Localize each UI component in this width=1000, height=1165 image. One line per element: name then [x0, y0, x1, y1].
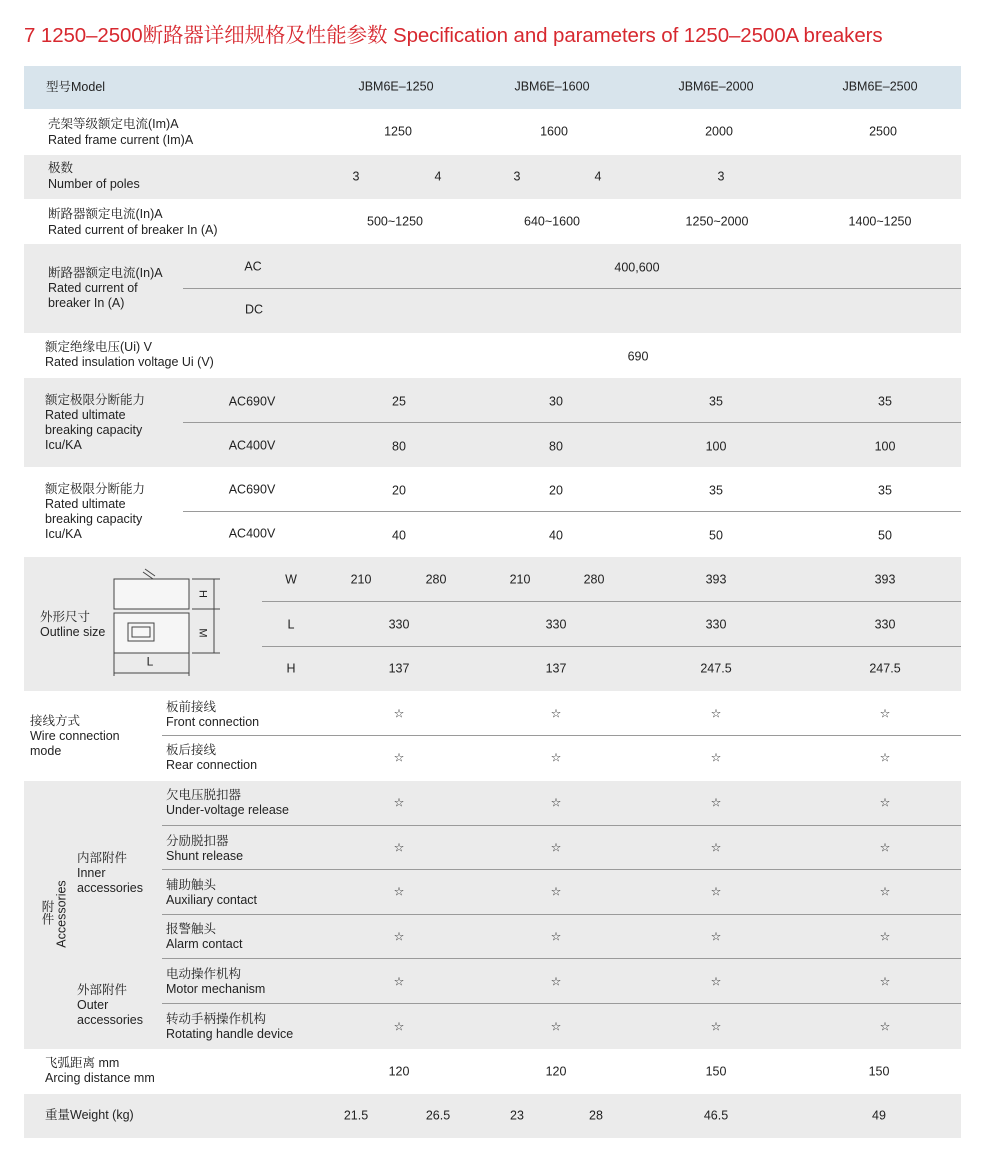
inner-accessories-en-2: accessories — [77, 881, 143, 895]
outline-h-value: 137 — [545, 661, 567, 676]
frame-current-value: 2000 — [705, 124, 733, 139]
accessory-divider-3 — [162, 914, 961, 915]
capacity-1-ac400-label: AC400V — [228, 438, 276, 453]
model-2500: JBM6E–2500 — [842, 79, 918, 94]
outline-w-value: 210 — [509, 572, 531, 587]
accessories-band — [24, 781, 961, 1049]
accessory-star: ☆ — [550, 840, 562, 855]
capacity-2-ac690-value: 20 — [392, 483, 406, 498]
front-connection-star: ☆ — [879, 706, 891, 721]
outline-w-value: 210 — [350, 572, 372, 587]
accessory-star: ☆ — [710, 795, 722, 810]
capacity-2-ac690-value: 20 — [549, 483, 563, 498]
outer-accessories-en-2: accessories — [77, 1013, 143, 1027]
poles-value: 3 — [717, 169, 725, 184]
ac-value: 400,600 — [614, 260, 660, 275]
model-label: 型号Model — [46, 80, 106, 94]
capacity-2-ac690-value: 35 — [878, 483, 892, 498]
outline-h-value: 247.5 — [700, 661, 732, 676]
auxiliary-contact-en: Auxiliary contact — [166, 893, 258, 907]
rear-connection-star: ☆ — [879, 750, 891, 765]
poles-value: 3 — [352, 169, 360, 184]
capacity-2-label-cn: 额定极限分断能力 — [45, 482, 146, 496]
capacity-2-ac690-value: 35 — [709, 483, 723, 498]
outline-l-value: 330 — [874, 617, 896, 632]
header-band — [24, 66, 961, 109]
acdc-label-en-2: breaker In (A) — [48, 296, 125, 310]
diagram-h-label: H — [196, 590, 209, 598]
accessory-star: ☆ — [879, 840, 891, 855]
capacity-2-divider — [183, 511, 961, 512]
capacity-1-ac690-label: AC690V — [228, 394, 276, 409]
capacity-1-ac400-value: 100 — [705, 439, 727, 454]
arcing-value: 150 — [705, 1064, 727, 1079]
motor-mechanism-cn: 电动操作机构 — [166, 967, 242, 981]
poles-label-en: Number of poles — [48, 177, 140, 191]
rated-current-value: 640~1600 — [524, 214, 580, 229]
poles-band — [24, 155, 961, 199]
accessory-star: ☆ — [879, 795, 891, 810]
rated-current-value: 1400~1250 — [848, 214, 912, 229]
capacity-1-ac690-value: 25 — [392, 394, 406, 409]
accessory-star: ☆ — [550, 884, 562, 899]
motor-mechanism-en: Motor mechanism — [166, 982, 266, 996]
outline-l-value: 330 — [545, 617, 567, 632]
outline-w-value: 280 — [425, 572, 447, 587]
ac-label: AC — [244, 259, 262, 274]
arcing-label-en: Arcing distance mm — [45, 1071, 155, 1085]
inner-accessories-cn: 内部附件 — [77, 851, 128, 865]
front-connection-en: Front connection — [166, 715, 260, 729]
frame-current-label-en: Rated frame current (Im)A — [48, 133, 194, 147]
frame-current-value: 2500 — [869, 124, 897, 139]
arcing-label-cn: 飞弧距离 mm — [45, 1056, 120, 1070]
page-title: 7 1250–2500断路器详细规格及性能参数 Specification and parameters of 1250–2500A breakers — [24, 24, 883, 47]
acdc-divider — [183, 288, 961, 289]
capacity-1-ac690-value: 30 — [549, 394, 563, 409]
insulation-label-en: Rated insulation voltage Ui (V) — [45, 355, 214, 369]
rear-connection-cn: 板后接线 — [166, 743, 217, 757]
model-1250: JBM6E–1250 — [358, 79, 434, 94]
outline-w-value: 280 — [583, 572, 605, 587]
accessory-star: ☆ — [879, 884, 891, 899]
accessory-divider-2 — [162, 869, 961, 870]
insulation-value: 690 — [627, 349, 649, 364]
accessory-star: ☆ — [879, 929, 891, 944]
outline-h-value: 137 — [388, 661, 410, 676]
weight-value: 21.5 — [343, 1108, 369, 1123]
rotating-handle-cn: 转动手柄操作机构 — [166, 1012, 267, 1026]
capacity-1-label-en-2: breaking capacity — [45, 423, 143, 437]
diagram-l-label: L — [146, 654, 154, 669]
weight-value: 26.5 — [425, 1108, 451, 1123]
capacity-1-divider — [183, 422, 961, 423]
capacity-2-ac690-label: AC690V — [228, 482, 276, 497]
outline-l-value: 330 — [388, 617, 410, 632]
outline-label-en: Outline size — [40, 625, 106, 639]
weight-value: 46.5 — [703, 1108, 729, 1123]
accessory-divider-4 — [162, 958, 961, 959]
accessory-star: ☆ — [710, 929, 722, 944]
arcing-value: 120 — [545, 1064, 567, 1079]
capacity-1-label-cn: 额定极限分断能力 — [45, 393, 146, 407]
rotating-handle-en: Rotating handle device — [166, 1027, 294, 1041]
wiring-label-en-1: Wire connection — [30, 729, 120, 743]
shunt-release-en: Shunt release — [166, 849, 244, 863]
capacity-2-ac400-value: 40 — [549, 528, 563, 543]
arcing-value: 120 — [388, 1064, 410, 1079]
accessory-star: ☆ — [550, 1019, 562, 1034]
outline-divider-2 — [262, 646, 961, 647]
accessories-label-cn — [40, 900, 54, 928]
poles-value: 3 — [513, 169, 521, 184]
capacity-1-ac690-value: 35 — [709, 394, 723, 409]
undervoltage-release-en: Under-voltage release — [166, 803, 289, 817]
weight-value: 49 — [872, 1108, 886, 1123]
accessory-star: ☆ — [710, 884, 722, 899]
accessory-star: ☆ — [879, 974, 891, 989]
poles-label-cn: 极数 — [48, 161, 74, 175]
outer-accessories-en-1: Outer — [77, 998, 109, 1012]
rear-connection-en: Rear connection — [166, 758, 258, 772]
capacity-1-ac690-value: 35 — [878, 394, 892, 409]
capacity-2-ac400-value: 40 — [392, 528, 406, 543]
outline-divider-1 — [262, 601, 961, 602]
outline-diagram — [108, 566, 228, 682]
capacity-2-label-unit: Icu/KA — [45, 527, 82, 541]
shunt-release-cn: 分励脱扣器 — [166, 834, 229, 848]
accessory-star: ☆ — [550, 974, 562, 989]
accessories-label-en: Accessories — [54, 880, 69, 948]
outline-w-label: W — [285, 572, 297, 587]
outline-l-label: L — [287, 617, 295, 632]
poles-value: 4 — [594, 169, 602, 184]
frame-current-value: 1600 — [540, 124, 568, 139]
capacity-2-ac400-value: 50 — [709, 528, 723, 543]
rated-current-label-cn: 断路器额定电流(In)A — [48, 207, 163, 221]
outline-w-value: 393 — [874, 572, 896, 587]
arcing-value: 150 — [868, 1064, 890, 1079]
accessory-star: ☆ — [393, 974, 405, 989]
capacity-2-ac400-value: 50 — [878, 528, 892, 543]
dc-label: DC — [244, 302, 264, 317]
front-connection-star: ☆ — [550, 706, 562, 721]
capacity-2-label-en-2: breaking capacity — [45, 512, 143, 526]
accessory-star: ☆ — [393, 929, 405, 944]
model-1600: JBM6E–1600 — [514, 79, 590, 94]
accessories-label-cn-text: 附件 — [40, 900, 54, 925]
alarm-contact-cn: 报警触头 — [166, 922, 217, 936]
capacity-1-ac400-value: 80 — [549, 439, 563, 454]
poles-value: 4 — [434, 169, 442, 184]
accessory-star: ☆ — [710, 840, 722, 855]
weight-label: 重量Weight (kg) — [45, 1108, 134, 1122]
rated-current-value: 500~1250 — [367, 214, 423, 229]
outline-label-cn: 外形尺寸 — [40, 610, 91, 624]
accessory-star: ☆ — [550, 795, 562, 810]
accessory-star: ☆ — [710, 1019, 722, 1034]
outer-accessories-cn: 外部附件 — [77, 983, 128, 997]
rear-connection-star: ☆ — [550, 750, 562, 765]
wiring-label-en-2: mode — [30, 744, 62, 758]
rated-current-label-en: Rated current of breaker In (A) — [48, 223, 218, 237]
wiring-divider — [162, 735, 961, 736]
frame-current-value: 1250 — [384, 124, 412, 139]
outline-h-value: 247.5 — [869, 661, 901, 676]
front-connection-star: ☆ — [710, 706, 722, 721]
rated-current-value: 1250~2000 — [685, 214, 749, 229]
front-connection-cn: 板前接线 — [166, 700, 217, 714]
accessory-star: ☆ — [879, 1019, 891, 1034]
outline-w-value: 393 — [705, 572, 727, 587]
accessory-star: ☆ — [393, 840, 405, 855]
accessory-star: ☆ — [393, 884, 405, 899]
capacity-1-ac400-value: 80 — [392, 439, 406, 454]
capacity-1-label-unit: Icu/KA — [45, 438, 82, 452]
outline-h-label: H — [286, 661, 296, 676]
accessory-star: ☆ — [393, 1019, 405, 1034]
accessory-divider-1 — [162, 825, 961, 826]
capacity-2-label-en-1: Rated ultimate — [45, 497, 126, 511]
undervoltage-release-cn: 欠电压脱扣器 — [166, 788, 242, 802]
capacity-2-ac400-label: AC400V — [228, 526, 276, 541]
weight-value: 28 — [589, 1108, 603, 1123]
inner-accessories-en-1: Inner — [77, 866, 106, 880]
accessory-star: ☆ — [393, 795, 405, 810]
accessory-star: ☆ — [550, 929, 562, 944]
outline-l-value: 330 — [705, 617, 727, 632]
capacity-1-label-en-1: Rated ultimate — [45, 408, 126, 422]
front-connection-star: ☆ — [393, 706, 405, 721]
rear-connection-star: ☆ — [710, 750, 722, 765]
weight-value: 23 — [510, 1108, 524, 1123]
auxiliary-contact-cn: 辅助触头 — [166, 878, 217, 892]
weight-band — [24, 1094, 961, 1138]
frame-current-label-cn: 壳架等级额定电流(Im)A — [48, 117, 179, 131]
wiring-label-cn: 接线方式 — [30, 714, 81, 728]
acdc-label-en-1: Rated current of — [48, 281, 138, 295]
accessory-star: ☆ — [710, 974, 722, 989]
capacity-1-ac400-value: 100 — [874, 439, 896, 454]
model-2000: JBM6E–2000 — [678, 79, 754, 94]
diagram-m-label: M — [196, 628, 209, 638]
accessory-divider-5 — [162, 1003, 961, 1004]
alarm-contact-en: Alarm contact — [166, 937, 243, 951]
insulation-label-cn: 额定绝缘电压(Ui) V — [45, 340, 152, 354]
acdc-label-cn: 断路器额定电流(In)A — [48, 266, 163, 280]
rear-connection-star: ☆ — [393, 750, 405, 765]
